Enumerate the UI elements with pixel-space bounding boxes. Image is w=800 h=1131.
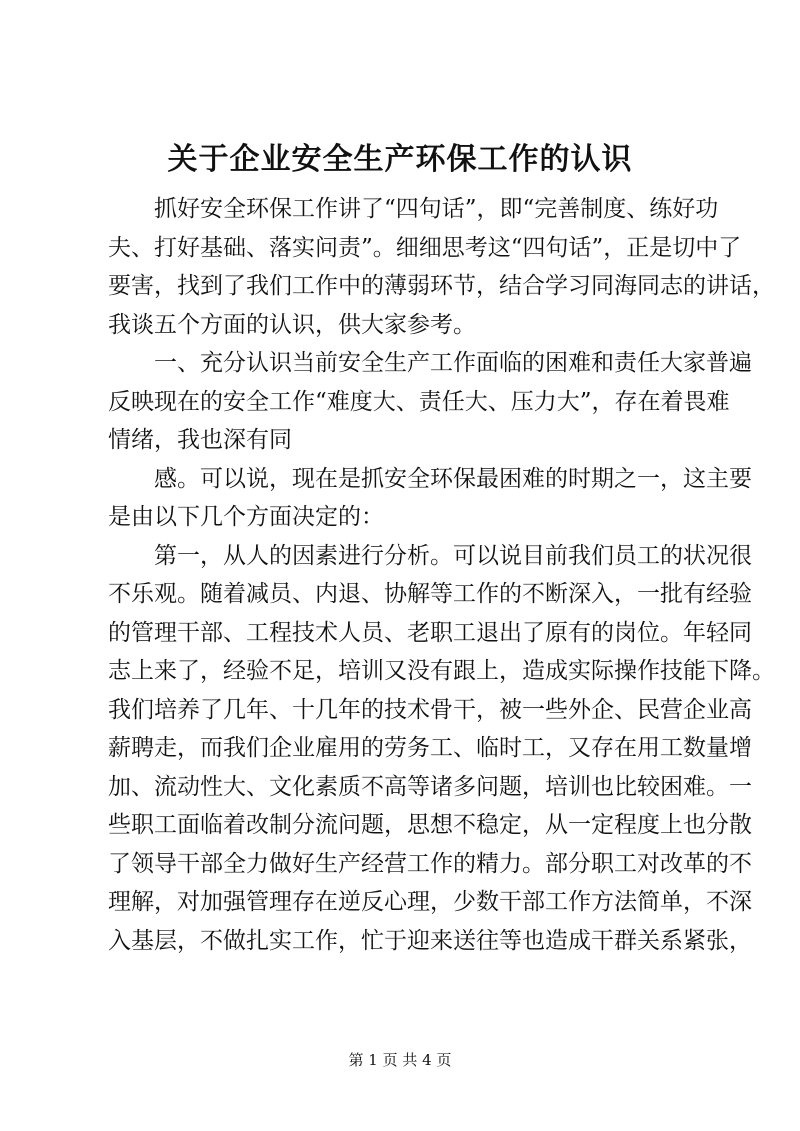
page-footer: 第 1 页 共 4 页 [348,1051,452,1069]
text-line: 抓好安全环保工作讲了“四句话”，即“完善制度、练好功 [154,196,719,222]
text-line: 我谈五个方面的认识，供大家参考。 [108,311,476,338]
document-body [108,190,775,960]
text-line: 薪聘走，而我们企业雇用的劳务工、临时工，又存在用工数量增 [108,735,752,761]
text-line: 了领导干部全力做好生产经营工作的精力。部分职工对改革的不 [108,850,752,877]
text-line: 第一，从人的因素进行分析。可以说目前我们员工的状况很 [154,542,752,569]
text-line: 是由以下几个方面决定的： [108,504,384,530]
text-line: 志上来了，经验不足，培训又没有跟上，造成实际操作技能下降。 [108,658,775,684]
text-line: 入基层，不做扎实工作，忙于迎来送往等也造成干群关系紧张， [108,927,752,954]
text-line: 我们培养了几年、十几年的技术骨干，被一些外企、民营企业高 [108,696,752,723]
text-line: 加、流动性大、文化素质不高等诸多问题，培训也比较困难。一 [108,773,752,800]
text-line: 情绪，我也深有同 [108,427,292,453]
text-line: 夫、打好基础、落实问责”。细细思考这“四句话”，正是切中了 [108,234,742,261]
text-line: 理解，对加强管理存在逆反心理，少数干部工作方法简单，不深 [108,889,752,915]
text-line: 些职工面临着改制分流问题，思想不稳定，从一定程度上也分散 [108,812,752,838]
text-line: 感。可以说，现在是抓安全环保最困难的时期之一，这主要 [154,465,752,492]
text-line: 不乐观。随着减员、内退、协解等工作的不断深入，一批有经验 [108,581,752,607]
text-line: 要害，找到了我们工作中的薄弱环节，结合学习同海同志的讲话， [108,273,775,299]
document-title: 关于企业安全生产环保工作的认识 [167,142,633,177]
text-line: 的管理干部、工程技术人员、老职工退出了原有的岗位。年轻同 [108,619,752,646]
text-line: 一、充分认识当前安全生产工作面临的困难和责任大家普遍 [154,350,752,376]
text-line: 反映现在的安全工作“难度大、责任大、压力大”，存在着畏难 [108,388,730,415]
